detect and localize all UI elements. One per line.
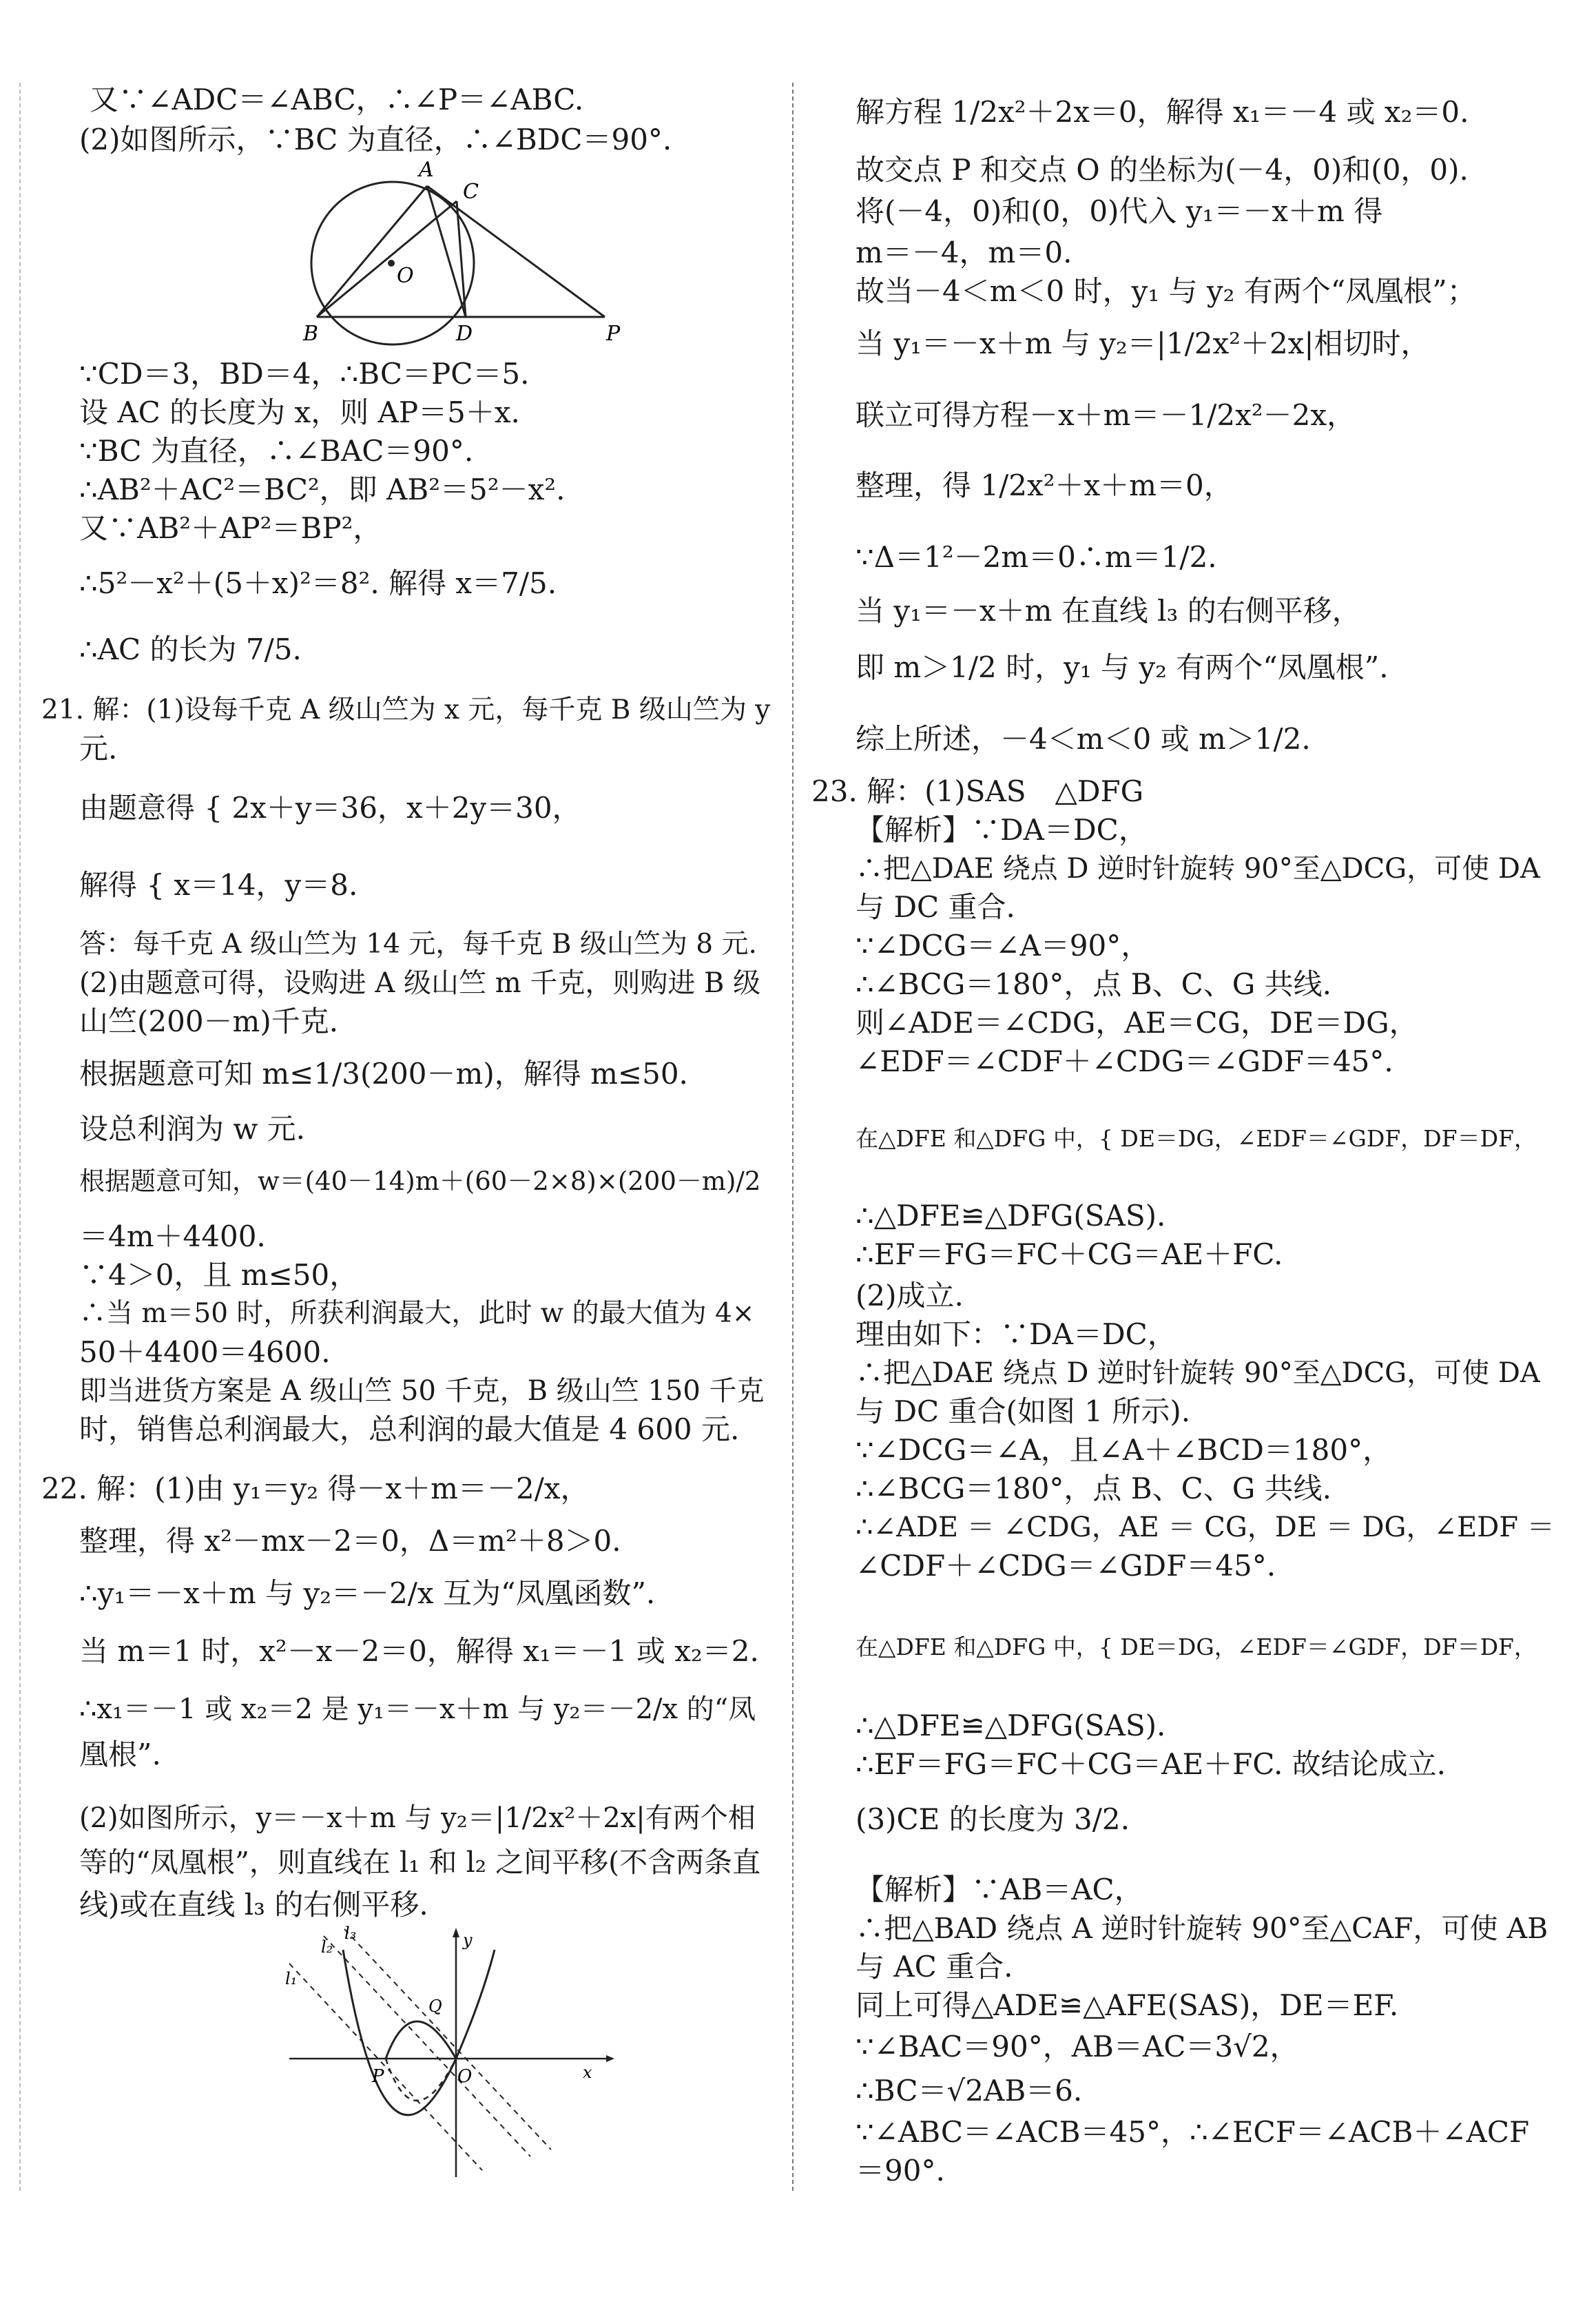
text-line: 综上所述，－4＜m＜0 或 m＞1/2. — [856, 722, 1311, 756]
text-line: 23. 解：(1)SAS △DFG — [811, 774, 1144, 808]
text-line: 【解析】∵AB＝AC， — [856, 1873, 1143, 1906]
text-line: ∴∠BCG＝180°，点 B、C、G 共线. — [856, 967, 1332, 1001]
text-line: ∴EF＝FG＝FC＋CG＝AE＋FC. — [856, 1237, 1283, 1271]
text-line: 同上可得△ADE≌△AFE(SAS)，DE＝EF. — [856, 1988, 1399, 2022]
figure-label: P — [606, 322, 621, 346]
text-line: ∵∠DCG＝∠A，且∠A＋∠BCD＝180°， — [856, 1433, 1392, 1467]
text-line: 22. 解：(1)由 y₁＝y₂ 得－x＋m＝－2/x， — [41, 1472, 590, 1505]
text-line: 整理，得 1/2x²＋x＋m＝0， — [856, 468, 1233, 502]
text-line: 设总利润为 w 元. — [79, 1112, 306, 1146]
text-line: ∵∠BAC＝90°，AB＝AC＝3√2， — [856, 2030, 1299, 2063]
text-line: 在△DFE 和△DFG 中，{ DE＝DG，∠EDF＝∠GDF，DF＝DF， — [856, 1125, 1537, 1152]
figure-label: C — [463, 180, 479, 204]
figure-label: l₃ — [344, 1924, 357, 1943]
text-line: ∵4＞0，且 m≤50， — [79, 1258, 359, 1292]
text-line: ∠EDF＝∠CDF＋∠CDG＝∠GDF＝45°. — [856, 1044, 1393, 1078]
text-line: ∵Δ＝1²－2m＝0∴m＝1/2. — [856, 540, 1217, 574]
figure-label: x — [583, 2063, 592, 2082]
text-line: ∵BC 为直径，∴∠BAC＝90°. — [79, 434, 474, 468]
text-line: ∴AC 的长为 7/5. — [79, 632, 302, 666]
column-divider — [792, 83, 794, 2191]
text-line: ∴y₁＝－x＋m 与 y₂＝－2/x 互为“凤凰函数”. — [79, 1576, 656, 1610]
text-line: ＝4m＋4400. — [79, 1219, 266, 1253]
text-line: 将(－4，0)和(0，0)代入 y₁＝－x＋m 得 — [856, 194, 1383, 228]
figure-label: B — [303, 322, 319, 346]
text-line: 凰根”. — [79, 1738, 161, 1771]
figure-label: A — [419, 160, 434, 182]
text-line: 联立可得方程－x＋m＝－1/2x²－2x， — [856, 398, 1356, 432]
text-line: 与 DC 重合(如图 1 所示). — [856, 1394, 1191, 1428]
text-line: ∴x₁＝－1 或 x₂＝2 是 y₁＝－x＋m 与 y₂＝－2/x 的“凤 — [79, 1693, 756, 1725]
text-line: 【解析】∵DA＝DC， — [856, 813, 1148, 847]
text-line: 21. 解：(1)设每千克 A 级山竺为 x 元，每千克 B 级山竺为 y — [41, 694, 771, 725]
figure-label: l₁ — [285, 1969, 298, 1988]
text-line: 山竺(200－m)千克. — [79, 1005, 339, 1038]
left-margin-rule — [19, 83, 21, 2191]
text-line: 当 y₁＝－x＋m 与 y₂＝|1/2x²＋2x|相切时， — [856, 327, 1430, 360]
text-line: 元. — [79, 732, 118, 765]
text-line: 与 AC 重合. — [856, 1950, 1013, 1984]
text-line: 在△DFE 和△DFG 中，{ DE＝DG，∠EDF＝∠GDF，DF＝DF， — [856, 1634, 1537, 1660]
text-line: 理由如下：∵DA＝DC， — [856, 1317, 1177, 1351]
text-line: 解方程 1/2x²＋2x＝0，解得 x₁＝－4 或 x₂＝0. — [856, 95, 1469, 129]
text-line: ∴EF＝FG＝FC＋CG＝AE＋FC. 故结论成立. — [856, 1747, 1447, 1781]
text-line: 答：每千克 A 级山竺为 14 元，每千克 B 级山竺为 8 元. — [79, 929, 757, 960]
text-line: ∴把△DAE 绕点 D 逆时针旋转 90°至△DCG，可使 DA — [856, 1357, 1540, 1389]
text-line: 根据题意可知 m≤1/3(200－m)，解得 m≤50. — [79, 1057, 688, 1091]
text-line: 故交点 P 和交点 O 的坐标为(－4，0)和(0，0). — [856, 153, 1469, 187]
figure-label: l₂ — [321, 1937, 333, 1957]
text-line: 线)或在直线 l₃ 的右侧平移. — [79, 1888, 428, 1922]
text-line: ＝90°. — [856, 2154, 945, 2187]
text-line: 整理，得 x²－mx－2＝0，Δ＝m²＋8＞0. — [79, 1524, 621, 1558]
text-line: (2)如图所示，y＝－x＋m 与 y₂＝|1/2x²＋2x|有两个相 — [79, 1802, 756, 1834]
text-line: ∵CD＝3，BD＝4，∴BC＝PC＝5. — [79, 357, 530, 391]
text-line: ∴把△BAD 绕点 A 逆时针旋转 90°至△CAF，可使 AB — [856, 1912, 1548, 1945]
text-line: 当 y₁＝－x＋m 在直线 l₃ 的右侧平移， — [856, 594, 1361, 628]
text-line: ∠CDF＋∠CDG＝∠GDF＝45°. — [856, 1549, 1276, 1583]
text-line: ∴∠ADE ＝ ∠CDG，AE ＝ CG，DE ＝ DG，∠EDF ＝ — [856, 1512, 1555, 1543]
text-line: m＝－4，m＝0. — [856, 236, 1072, 269]
text-line: 根据题意可知，w＝(40－14)m＋(60－2×8)×(200－m)/2 — [79, 1166, 761, 1196]
text-line: ∵∠DCG＝∠A＝90°， — [856, 929, 1150, 962]
figure-label: D — [456, 322, 473, 346]
text-line: ∴把△DAE 绕点 D 逆时针旋转 90°至△DCG，可使 DA — [856, 853, 1540, 885]
text-line: ∴∠BCG＝180°，点 B、C、G 共线. — [856, 1472, 1332, 1505]
text-line: 由题意得 { 2x＋y＝36，x＋2y＝30， — [79, 791, 581, 825]
text-line: 设 AC 的长度为 x，则 AP＝5＋x. — [79, 395, 520, 429]
figure-label: y — [463, 1930, 473, 1950]
text-line: 又∵AB²＋AP²＝BP²， — [79, 511, 382, 545]
text-line: 故当－4＜m＜0 时，y₁ 与 y₂ 有两个“凤凰根”； — [856, 274, 1476, 308]
text-line: 即当进货方案是 A 级山竺 50 千克，B 级山竺 150 千克 — [79, 1375, 765, 1407]
figure-label: O — [457, 2066, 473, 2087]
text-line: ∴△DFE≌△DFG(SAS). — [856, 1709, 1166, 1742]
text-line: 与 DC 重合. — [856, 890, 1015, 924]
circle-figure — [262, 160, 634, 346]
text-line: ∴BC＝√2AB＝6. — [856, 2074, 1083, 2108]
text-line: 等的“凤凰根”，则直线在 l₁ 和 l₂ 之间平移(不含两条直 — [79, 1846, 761, 1879]
text-line: (2)成立. — [856, 1279, 964, 1312]
text-line: 当 m＝1 时，x²－x－2＝0，解得 x₁＝－1 或 x₂＝2. — [79, 1634, 759, 1668]
text-line: ∴AB²＋AC²＝BC²，即 AB²＝5²－x². — [79, 473, 566, 506]
text-line: (2)如图所示，∵BC 为直径，∴∠BDC＝90°. — [79, 123, 672, 156]
text-line: ∵∠ABC＝∠ACB＝45°，∴∠ECF＝∠ACB＋∠ACF — [856, 2115, 1530, 2149]
text-line: ∴当 m＝50 时，所获利润最大，此时 w 的最大值为 4× — [79, 1298, 755, 1329]
text-line: 则∠ADE＝∠CDG，AE＝CG，DE＝DG， — [856, 1006, 1418, 1040]
text-line: ∴△DFE≌△DFG(SAS). — [856, 1199, 1166, 1233]
figure-label: P — [372, 2066, 384, 2087]
text-line: 解得 { x＝14，y＝8. — [79, 868, 358, 902]
parabola-figure — [276, 1922, 634, 2184]
text-line: 即 m＞1/2 时，y₁ 与 y₂ 有两个“凤凰根”. — [856, 650, 1389, 684]
text-line: ∴5²－x²＋(5＋x)²＝8². 解得 x＝7/5. — [79, 566, 557, 600]
text-line: 又∵∠ADC＝∠ABC，∴∠P＝∠ABC. — [90, 83, 584, 116]
text-line: 50＋4400＝4600. — [79, 1335, 331, 1369]
figure-label: O — [397, 264, 414, 288]
figure-label: Q — [428, 1997, 442, 2016]
text-line: 时，销售总利润最大，总利润的最大值是 4 600 元. — [79, 1412, 740, 1446]
text-line: (3)CE 的长度为 3/2. — [856, 1802, 1130, 1836]
text-line: (2)由题意可得，设购进 A 级山竺 m 千克，则购进 B 级 — [79, 967, 761, 999]
